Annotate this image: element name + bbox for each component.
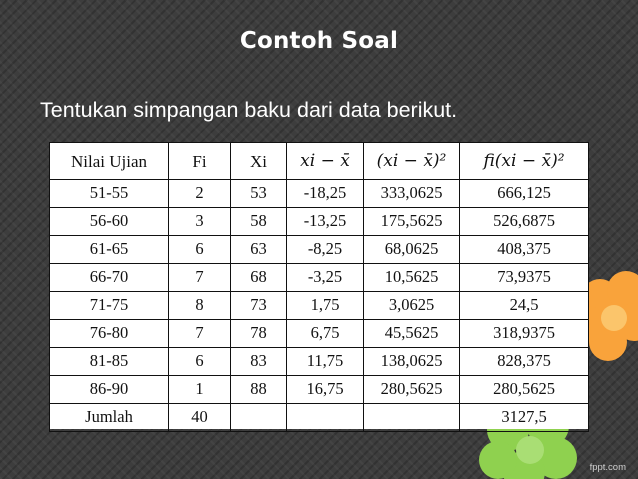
table-cell: 8 bbox=[169, 292, 231, 320]
table-row bbox=[50, 208, 589, 236]
table-cell: -13,25 bbox=[287, 208, 364, 236]
table-cell: -18,25 bbox=[287, 180, 364, 208]
table-cell: 280,5625 bbox=[364, 376, 460, 404]
table-cell bbox=[231, 404, 287, 432]
table-cell: 1,75 bbox=[287, 292, 364, 320]
table-row bbox=[50, 348, 589, 376]
table-cell: 333,0625 bbox=[364, 180, 460, 208]
column-header: (xi − x̄)² bbox=[364, 143, 460, 180]
table-cell: 318,9375 bbox=[460, 320, 589, 348]
table-cell: 58 bbox=[231, 208, 287, 236]
table-cell: 71-75 bbox=[50, 292, 169, 320]
table-cell: 280,5625 bbox=[460, 376, 589, 404]
table-cell: 3 bbox=[169, 208, 231, 236]
table-cell: 78 bbox=[231, 320, 287, 348]
table-cell: 10,5625 bbox=[364, 264, 460, 292]
footer-logo: fppt.com bbox=[589, 462, 626, 473]
table-cell: 61-65 bbox=[50, 236, 169, 264]
table-cell: 1 bbox=[169, 376, 231, 404]
table-cell: 16,75 bbox=[287, 376, 364, 404]
table-cell: 24,5 bbox=[460, 292, 589, 320]
table-cell: 66-70 bbox=[50, 264, 169, 292]
table-cell: 666,125 bbox=[460, 180, 589, 208]
table-cell: 138,0625 bbox=[364, 348, 460, 376]
table-cell: 6 bbox=[169, 236, 231, 264]
table-cell: 828,375 bbox=[460, 348, 589, 376]
table-cell: 68,0625 bbox=[364, 236, 460, 264]
table-cell: 88 bbox=[231, 376, 287, 404]
table-cell: 40 bbox=[169, 404, 231, 432]
table-cell: 76-80 bbox=[50, 320, 169, 348]
table-cell: 7 bbox=[169, 320, 231, 348]
table-row bbox=[50, 264, 589, 292]
table-cell: 73,9375 bbox=[460, 264, 589, 292]
table-cell: 2 bbox=[169, 180, 231, 208]
table-cell: -3,25 bbox=[287, 264, 364, 292]
table-cell: 175,5625 bbox=[364, 208, 460, 236]
table-cell: 53 bbox=[231, 180, 287, 208]
table-cell: 3127,5 bbox=[460, 404, 589, 432]
table-cell: 526,6875 bbox=[460, 208, 589, 236]
table-cell: 11,75 bbox=[287, 348, 364, 376]
column-header: Nilai Ujian bbox=[50, 143, 169, 180]
table-cell bbox=[287, 404, 364, 432]
table-cell: 68 bbox=[231, 264, 287, 292]
table-cell bbox=[364, 404, 460, 432]
table-row bbox=[50, 236, 589, 264]
column-header: Fi bbox=[169, 143, 231, 180]
column-header: xi − x̄ bbox=[287, 143, 364, 180]
table-cell: 408,375 bbox=[460, 236, 589, 264]
table-cell: 81-85 bbox=[50, 348, 169, 376]
table-cell: 83 bbox=[231, 348, 287, 376]
table-header-row bbox=[50, 143, 589, 180]
table-row bbox=[50, 320, 589, 348]
table-cell: 45,5625 bbox=[364, 320, 460, 348]
table-cell: 56-60 bbox=[50, 208, 169, 236]
table-cell: 63 bbox=[231, 236, 287, 264]
slide-title: Contoh Soal bbox=[239, 28, 399, 54]
data-table-container bbox=[49, 142, 588, 429]
table-cell: 3,0625 bbox=[364, 292, 460, 320]
column-header: Xi bbox=[231, 143, 287, 180]
table-cell: 6 bbox=[169, 348, 231, 376]
table-row bbox=[50, 292, 589, 320]
table-cell: -8,25 bbox=[287, 236, 364, 264]
table-row bbox=[50, 376, 589, 404]
table-row bbox=[50, 180, 589, 208]
table-cell: 7 bbox=[169, 264, 231, 292]
table-cell: 86-90 bbox=[50, 376, 169, 404]
slide-subtitle: Tentukan simpangan baku dari data berikut. bbox=[40, 98, 458, 122]
table-cell: 6,75 bbox=[287, 320, 364, 348]
table-cell: 73 bbox=[231, 292, 287, 320]
table-cell: Jumlah bbox=[50, 404, 169, 432]
table-total-row bbox=[50, 404, 589, 432]
column-header: fi(xi − x̄)² bbox=[460, 143, 589, 180]
table-cell: 51-55 bbox=[50, 180, 169, 208]
data-table bbox=[49, 142, 589, 432]
